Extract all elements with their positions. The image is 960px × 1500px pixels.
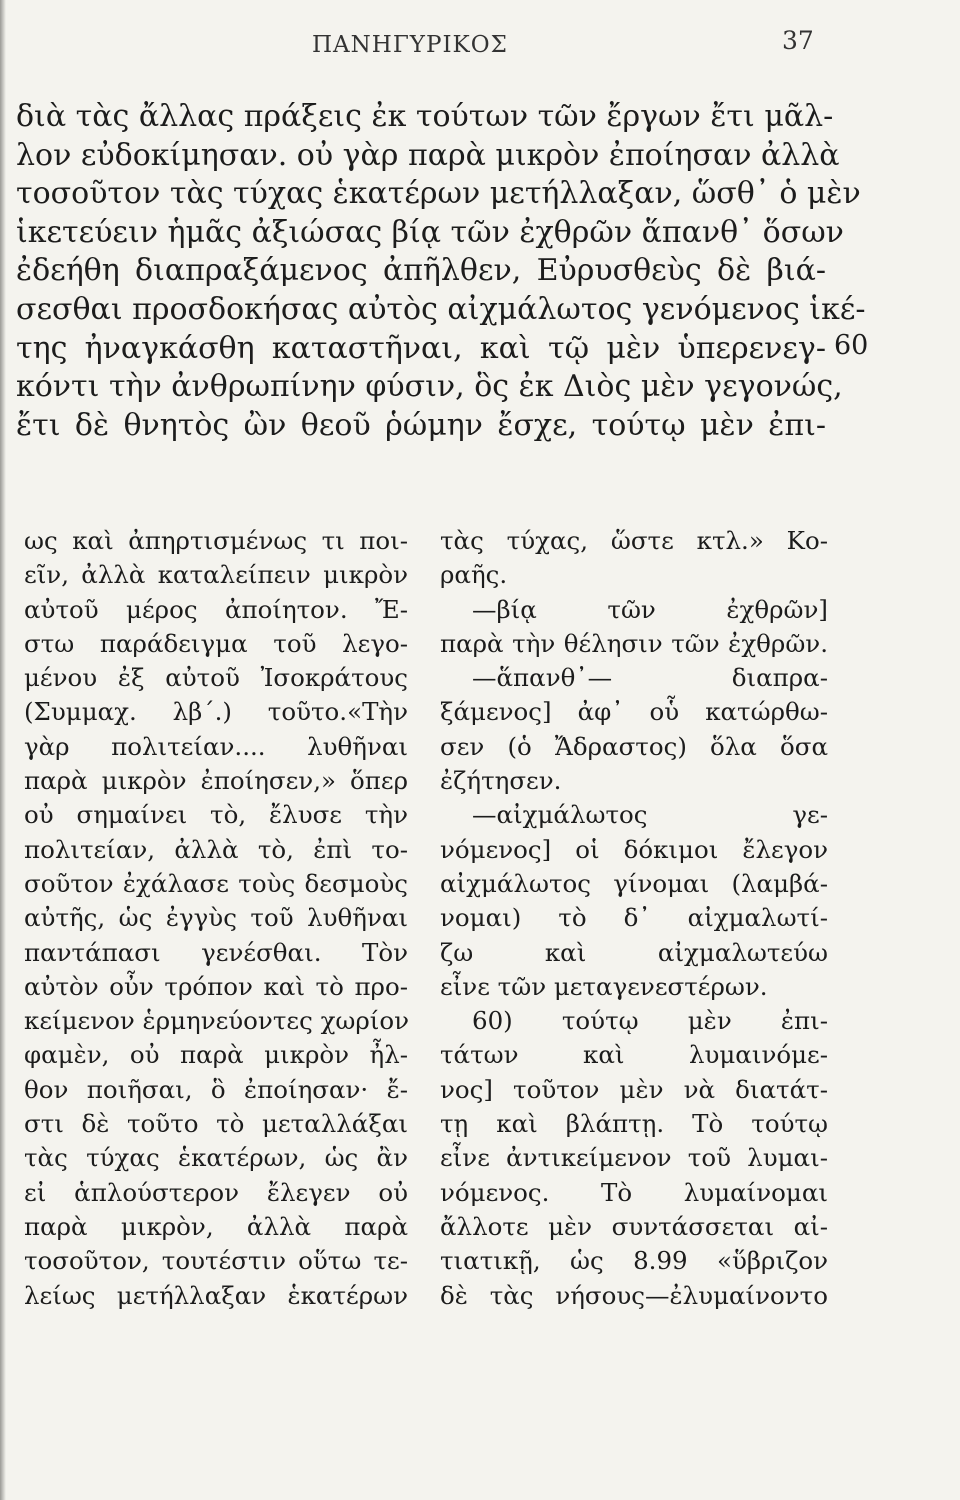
running-head: ΠΑΝΗΓΥΡΙΚΟΣ: [312, 32, 508, 58]
note-line: μένου ἐξ αὐτοῦ Ἰσοκράτους: [24, 663, 408, 693]
note-line: ως καὶ ἀπηρτισμένως τι ποι-: [24, 526, 408, 555]
note-line: —ἅπανθ᾽— διαπρα-: [472, 663, 828, 693]
note-line: νόμενος. Τὸ λυμαίνομαι: [440, 1177, 828, 1207]
note-line: τάτων καὶ λυμαινόμε-: [440, 1040, 828, 1070]
note-line: αὐτῆς, ὡς ἐγγὺς τοῦ λυθῆναι: [24, 903, 408, 933]
note-line: κείμενον ἑρμηνεύοντες χωρίον: [24, 1006, 410, 1036]
notes-left-column: [24, 524, 408, 1313]
note-line: λείως μετήλλαξαν ἑκατέρων: [24, 1280, 408, 1310]
note-line: νόμενος] οἱ δόκιμοι ἔλεγον: [440, 834, 828, 864]
main-text-line: ἔτι δὲ θνητὸς ὢν θεοῦ ῥώμην ἔσχε, τούτῳ μὲν ἐπι-: [16, 407, 826, 443]
page-gutter-shadow: [0, 0, 6, 1500]
note-line: ἐζήτησεν.: [440, 766, 562, 796]
note-line: εἰ ἁπλούστερον ἔλεγεν οὐ: [24, 1177, 408, 1207]
note-line: ἄλλοτε μὲν συντάσσεται αἰ-: [440, 1211, 828, 1241]
main-text-line: τοσοῦτον τὰς τύχας ἑκατέρων μετήλλαξαν, ὥσθ᾽ ὁ μὲν: [16, 176, 861, 212]
note-line: γὰρ πολιτείαν.... λυθῆναι: [24, 731, 408, 761]
note-line: τὰς τύχας ἑκατέρων, ὡς ἂν: [24, 1143, 408, 1173]
main-text-line: κόντι τὴν ἀνθρωπίνην φύσιν, ὃς ἐκ Διὸς μὲν γεγονώς,: [16, 369, 843, 405]
main-text-line: ἐδεήθη διαπραξάμενος ἀπῆλθεν, Εὐρυσθεὺς δὲ βιά-: [16, 253, 826, 289]
margin-line-number: 60: [834, 330, 869, 361]
note-line: παρὰ μικρὸν, ἀλλὰ παρὰ: [24, 1211, 408, 1241]
note-line: θον ποιῆσαι, ὃ ἐποίησαν· ἔ-: [24, 1074, 408, 1104]
note-line: φαμὲν, οὐ παρὰ μικρὸν ἦλ-: [24, 1040, 408, 1070]
note-line: εἶνε τῶν μεταγενεστέρων.: [440, 971, 768, 1001]
note-line: τὰς τύχας, ὥστε κτλ.» Κο-: [440, 526, 828, 555]
main-text-line: της ἠναγκάσθη καταστῆναι, καὶ τῷ μὲν ὑπερενεγ-: [16, 330, 826, 366]
note-line: εἶνε ἀντικείμενον τοῦ λυμαι-: [440, 1143, 828, 1173]
page-number: 37: [782, 26, 814, 55]
note-line: ξάμενος] ἀφ᾽ οὗ κατώρθω-: [440, 697, 828, 727]
main-text-line: σεσθαι προσδοκήσας αὐτὸς αἰχμάλωτος γενόμενος ἱκέ-: [16, 291, 866, 327]
main-text-line: διὰ τὰς ἄλλας πράξεις ἐκ τούτων τῶν ἔργων ἔτι μᾶλ-: [16, 99, 834, 134]
note-line: ζω καὶ αἰχμαλωτεύω: [440, 937, 828, 967]
note-line: οὐ σημαίνει τὸ, ἔλυσε τὴν: [24, 800, 408, 830]
note-line: 60) τούτῳ μὲν ἐπι-: [472, 1006, 828, 1036]
note-line: (Συμμαχ. λβ΄.) τοῦτο.«Τὴν: [24, 697, 408, 727]
main-text-line: λον εὐδοκίμησαν. οὐ γὰρ παρὰ μικρὸν ἐποίησαν ἀλλὰ: [16, 137, 840, 173]
note-line: —αἰχμάλωτος γε-: [472, 800, 828, 830]
note-line: εῖν, ἀλλὰ καταλείπειν μικρὸν: [24, 560, 408, 590]
note-line: πολιτείαν, ἀλλὰ τὸ, ἐπὶ το-: [24, 834, 408, 864]
note-line: αὐτοῦ μέρος ἀποίητον. Ἔ-: [24, 594, 408, 624]
note-line: σοῦτον ἐχάλασε τοὺς δεσμοὺς: [24, 868, 408, 898]
notes-right-column: [440, 524, 828, 1313]
note-line: παρὰ τὴν θέλησιν τῶν ἐχθρῶν.: [440, 628, 828, 658]
note-line: σεν (ὁ Ἄδραστος) ὅλα ὅσα: [440, 731, 828, 761]
note-line: αὐτὸν οὖν τρόπον καὶ τὸ προ-: [24, 971, 408, 1001]
note-line: παρὰ μικρὸν ἐποίησεν,» ὅπερ: [24, 766, 408, 796]
note-line: ραῆς.: [440, 560, 508, 590]
note-line: παντάπασι γενέσθαι. Τὸν: [24, 937, 408, 967]
note-line: —βίᾳ τῶν ἐχθρῶν]: [472, 594, 828, 624]
note-line: αἰχμάλωτος γίνομαι (λαμβά-: [440, 868, 828, 898]
note-line: νομαι) τὸ δ᾽ αἰχμαλωτί-: [440, 903, 828, 933]
note-line: στι δὲ τοῦτο τὸ μεταλλάξαι: [24, 1109, 408, 1139]
note-line: στω παράδειγμα τοῦ λεγο-: [24, 628, 408, 658]
note-line: τιατικῇ, ὡς 8.99 «ὕβριζον: [440, 1246, 828, 1276]
main-text-line: ἱκετεύειν ἡμᾶς ἀξιώσας βίᾳ τῶν ἐχθρῶν ἅπανθ᾽ ὅσων: [16, 214, 844, 250]
note-line: δὲ τὰς νήσους—ἐλυμαίνοντο: [440, 1280, 828, 1310]
note-line: τοσοῦτον, τουτέστιν οὕτω τε-: [24, 1246, 408, 1276]
note-line: νος] τοῦτον μὲν νὰ διατάτ-: [440, 1074, 828, 1104]
note-line: τῃ καὶ βλάπτῃ. Τὸ τούτῳ: [440, 1109, 828, 1139]
